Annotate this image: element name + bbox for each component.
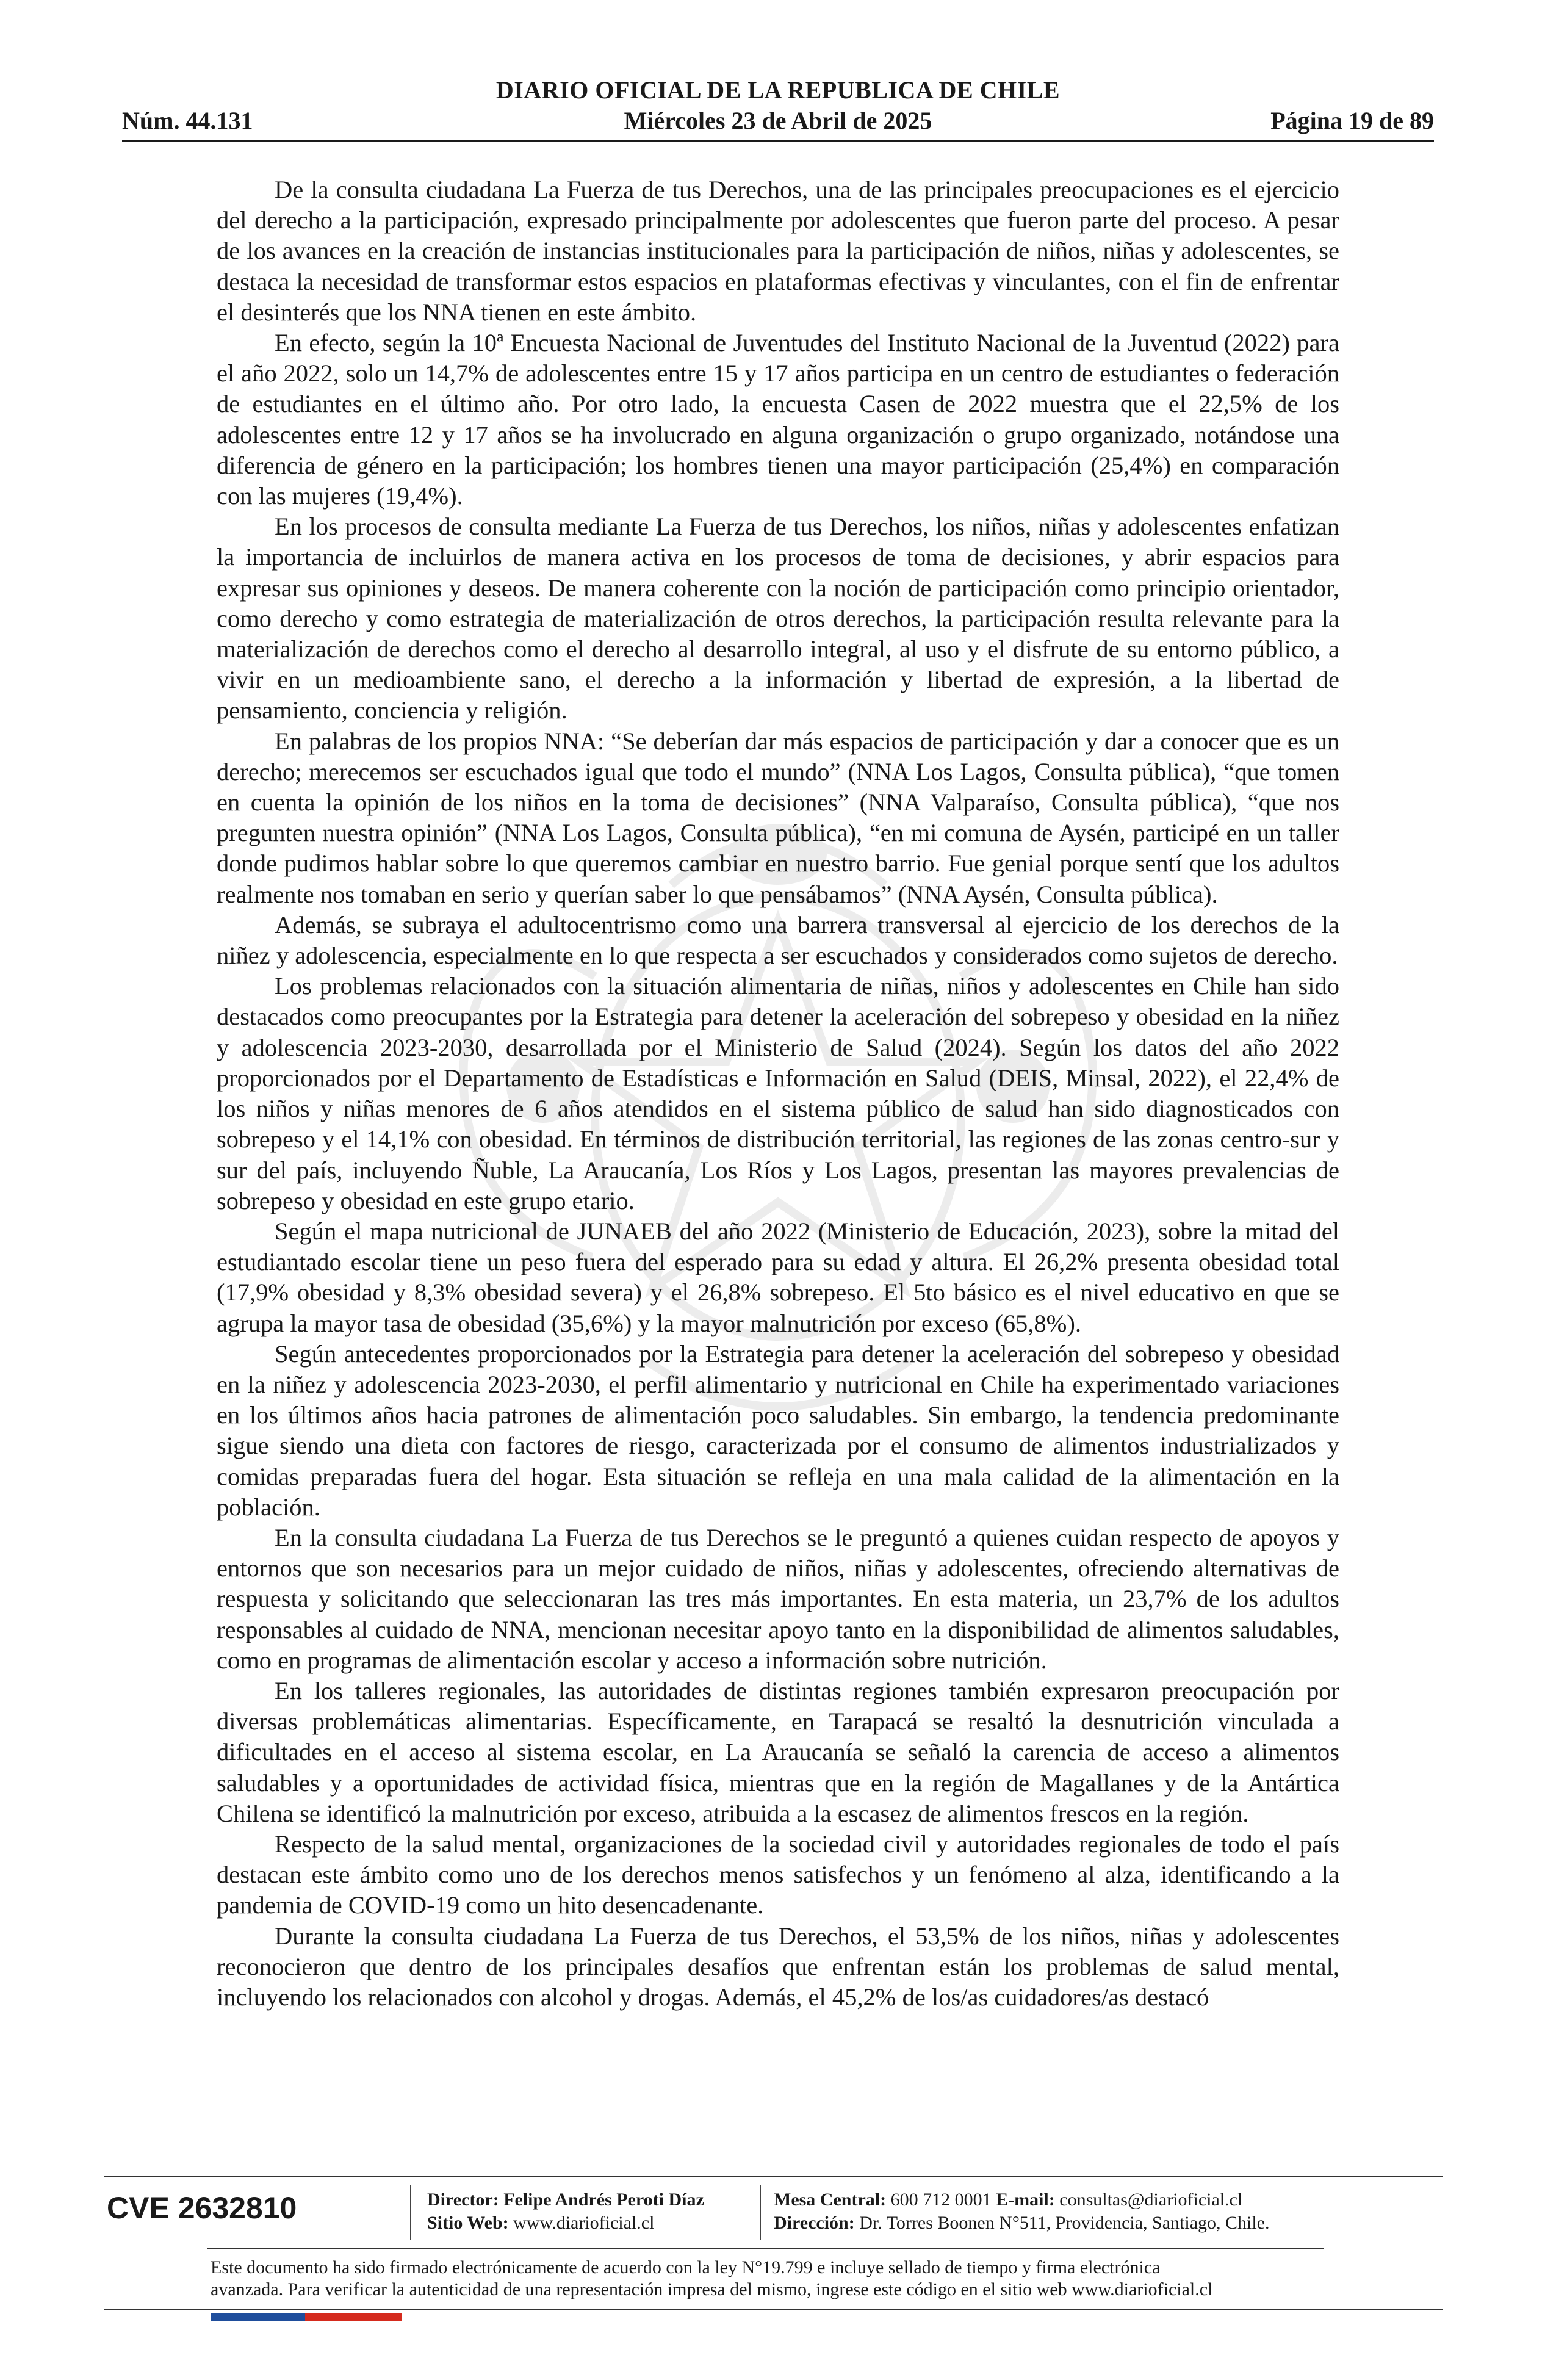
address-value: Dr. Torres Boonen N°511, Providencia, Santiago, Chile. — [859, 2213, 1270, 2233]
paragraph: Durante la consulta ciudadana La Fuerza de tus Derechos, el 53,5% de los niños, niñas y adolescentes reconocieron que dentro de los principales desafíos que enfrentan están los problemas de salud mental, incluyendo los relacionados con alcohol y drogas. Además, el 45,2% de los/as cuidadores/as destacó — [217, 1922, 1339, 2011]
flag-stripe-red — [305, 2313, 402, 2321]
footer-separator — [760, 2185, 761, 2240]
footer-divider-bottom — [104, 2309, 1443, 2310]
legal-notice — [211, 2257, 1370, 2301]
paragraph: Los problemas relacionados con la situación alimentaria de niñas, niños y adolescentes en Chile han sido destacados como preocupantes por la Estrategia para detener la aceleración del sobrepeso y obesidad en la niñez y adolescencia 2023-2030, desarrollada por el Ministerio de Salud (2024). Según los datos del año 2022 proporcionados por el Departamento de Estadísticas e Información en Salud (DEIS, Minsal, 2022), el 22,4% de los niños y niñas menores de 6 años atendidos en el sistema público de salud han sido diagnosticados con sobrepeso y el 14,1% con obesidad. En términos de distribución territorial, las regiones de las zonas centro-sur y sur del país, incluyendo Ñuble, La Araucanía, Los Ríos y Los Lagos, presentan las mayores prevalencias de sobrepeso y obesidad en este grupo etario. — [217, 972, 1339, 1214]
address-label: Dirección: — [774, 2213, 855, 2233]
web-link[interactable]: www.diarioficial.cl — [513, 2213, 655, 2233]
paragraph: En los procesos de consulta mediante La Fuerza de tus Derechos, los niños, niñas y adolescentes enfatizan la importancia de incluirlos de manera activa en los procesos de toma de decisiones, y abrir espacios para expresar sus opiniones y deseos. De manera coherente con la noción de participación como principio orientador, como derecho y como estrategia de materialización de otros derechos, la participación resulta relevante para la materialización de derechos como el derecho al desarrollo integral, al uso y el disfrute de su entorno público, a vivir en un medioambiente sano, el derecho a la información y libertad de expresión, a la libertad de pensamiento, conciencia y religión. — [217, 513, 1339, 724]
legal-line: avanzada. Para verificar la autenticidad de una representación impresa del mismo, ingrese este código en el sitio web www.diarioficial.cl — [211, 2279, 1213, 2299]
paragraph: Según el mapa nutricional de JUNAEB del año 2022 (Ministerio de Educación, 2023), sobre la mitad del estudiantado escolar tiene un peso fuera del esperado para su edad y altura. El 26,2% presenta obesidad total (17,9% obesidad y 8,3% obesidad severa) y el 26,8% sobrepeso. El 5to básico es el nivel educativo en que se agrupa la mayor tasa de obesidad (35,6%) y la mayor malnutrición por exceso (65,8%). — [217, 1217, 1339, 1337]
paragraph: Respecto de la salud mental, organizaciones de la sociedad civil y autoridades regionales de todo el país destacan este ámbito como uno de los derechos menos satisfechos y un fenómeno al alza, identificando a la pandemia de COVID-19 como un hito desencadenante. — [217, 1830, 1339, 1919]
director-name: Felipe Andrés Peroti Díaz — [503, 2190, 704, 2210]
footer-contact-block — [774, 2188, 1270, 2235]
page-header — [122, 76, 1434, 144]
paragraph: En efecto, según la 10ª Encuesta Nacional de Juventudes del Instituto Nacional de la Juventud (2022) para el año 2022, solo un 14,7% de adolescentes entre 15 y 17 años participa en un centro de estudiantes o federación de estudiantes en el último año. Por otro lado, la encuesta Casen de 2022 muestra que el 22,5% de los adolescentes entre 12 y 17 años se ha involucrado en alguna organización o grupo organizado, notándose una diferencia de género en la participación; los hombres tienen una mayor participación (25,4%) en comparación con las mujeres (19,4%). — [217, 329, 1339, 510]
footer-divider-top — [104, 2176, 1443, 2177]
issue-number: Núm. 44.131 — [122, 107, 253, 134]
mesa-phone: 600 712 0001 — [890, 2190, 992, 2210]
issue-date: Miércoles 23 de Abril de 2025 — [624, 107, 932, 134]
footer-director-block — [427, 2188, 704, 2235]
web-label: Sitio Web: — [427, 2213, 509, 2233]
footer-divider-mid — [207, 2248, 1324, 2249]
header-divider — [122, 140, 1434, 142]
email-link[interactable]: consultas@diarioficial.cl — [1059, 2190, 1243, 2210]
paragraph: En la consulta ciudadana La Fuerza de tus Derechos se le preguntó a quienes cuidan respecto de apoyos y entornos que son necesarios para un mejor cuidado de niños, niñas y adolescentes, ofreciendo alternativas de respuesta y solicitando que seleccionaran las tres más importantes. En esta materia, un 23,7% de los adultos responsables al cuidado de NNA, mencionan necesitar apoyo tanto en la disponibilidad de alimentos saludables, como en programas de alimentación escolar y acceso a información sobre nutrición. — [217, 1523, 1339, 1674]
cve-code: CVE 2632810 — [107, 2191, 297, 2225]
publication-title: DIARIO OFICIAL DE LA REPUBLICA DE CHILE — [495, 76, 1061, 104]
director-label: Director: — [427, 2190, 499, 2210]
paragraph: Además, se subraya el adultocentrismo como una barrera transversal al ejercicio de los derechos de la niñez y adolescencia, especialmente en lo que respecta a ser escuchados y considerados como sujetos de derecho. — [217, 911, 1339, 970]
page-number: Página 19 de 89 — [1270, 107, 1434, 134]
document-body — [217, 175, 1339, 2013]
paragraph: Según antecedentes proporcionados por la Estrategia para detener la aceleración del sobrepeso y obesidad en la niñez y adolescencia 2023-2030, el perfil alimentario y nutricional en Chile ha experimentado variaciones en los últimos años hacia patrones de alimentación poco saludables. Sin embargo, la tendencia predominante sigue siendo una dieta con factores de riesgo, caracterizada por el consumo de alimentos industrializados y comidas preparadas fuera del hogar. Esta situación se refleja en una mala calidad de la alimentación en la población. — [217, 1340, 1339, 1521]
legal-line: Este documento ha sido firmado electrónicamente de acuerdo con la ley N°19.799 e incluye sellado de tiempo y firma electrónica — [211, 2257, 1161, 2277]
paragraph: De la consulta ciudadana La Fuerza de tus Derechos, una de las principales preocupaciones es el ejercicio del derecho a la participación, expresado principalmente por adolescentes que fueron parte del proceso. A pesar de los avances en la creación de instancias institucionales para la participación de niños, niñas y adolescentes, se destaca la necesidad de transformar estos espacios en plataformas efectivas y vinculantes, con el fin de enfrentar el desinterés que los NNA tienen en este ámbito. — [217, 176, 1339, 326]
paragraph: En los talleres regionales, las autoridades de distintas regiones también expresaron preocupación por diversas problemáticas alimentarias. Específicamente, en Tarapacá se resaltó la desnutrición vinculada a dificultades en el acceso al sistema escolar, en La Araucanía se señaló la carencia de acceso a alimentos saludables y a oportunidades de actividad física, mientras que en la región de Magallanes y de la Antártica Chilena se identificó la malnutrición por exceso, atribuida a la escasez de alimentos frescos en la región. — [217, 1676, 1339, 1827]
flag-stripe-blue — [211, 2313, 305, 2321]
paragraph: En palabras de los propios NNA: “Se deberían dar más espacios de participación y dar a conocer que es un derecho; merecemos ser escuchados igual que todo el mundo” (NNA Los Lagos, Consulta pública), “que tomen en cuenta la opinión de los niños en la toma de decisiones” (NNA Valparaíso, Consulta pública), “que nos pregunten nuestra opinión” (NNA Los Lagos, Consulta pública), “en mi comuna de Aysén, participé en un taller donde pudimos hablar sobre lo que queremos cambiar en nuestro barrio. Fue genial porque sentí que los adultos realmente nos tomaban en serio y querían saber lo que pensábamos” (NNA Aysén, Consulta pública). — [217, 727, 1339, 908]
email-label: E-mail: — [996, 2190, 1055, 2210]
mesa-label: Mesa Central: — [774, 2190, 887, 2210]
footer-separator — [410, 2185, 411, 2240]
